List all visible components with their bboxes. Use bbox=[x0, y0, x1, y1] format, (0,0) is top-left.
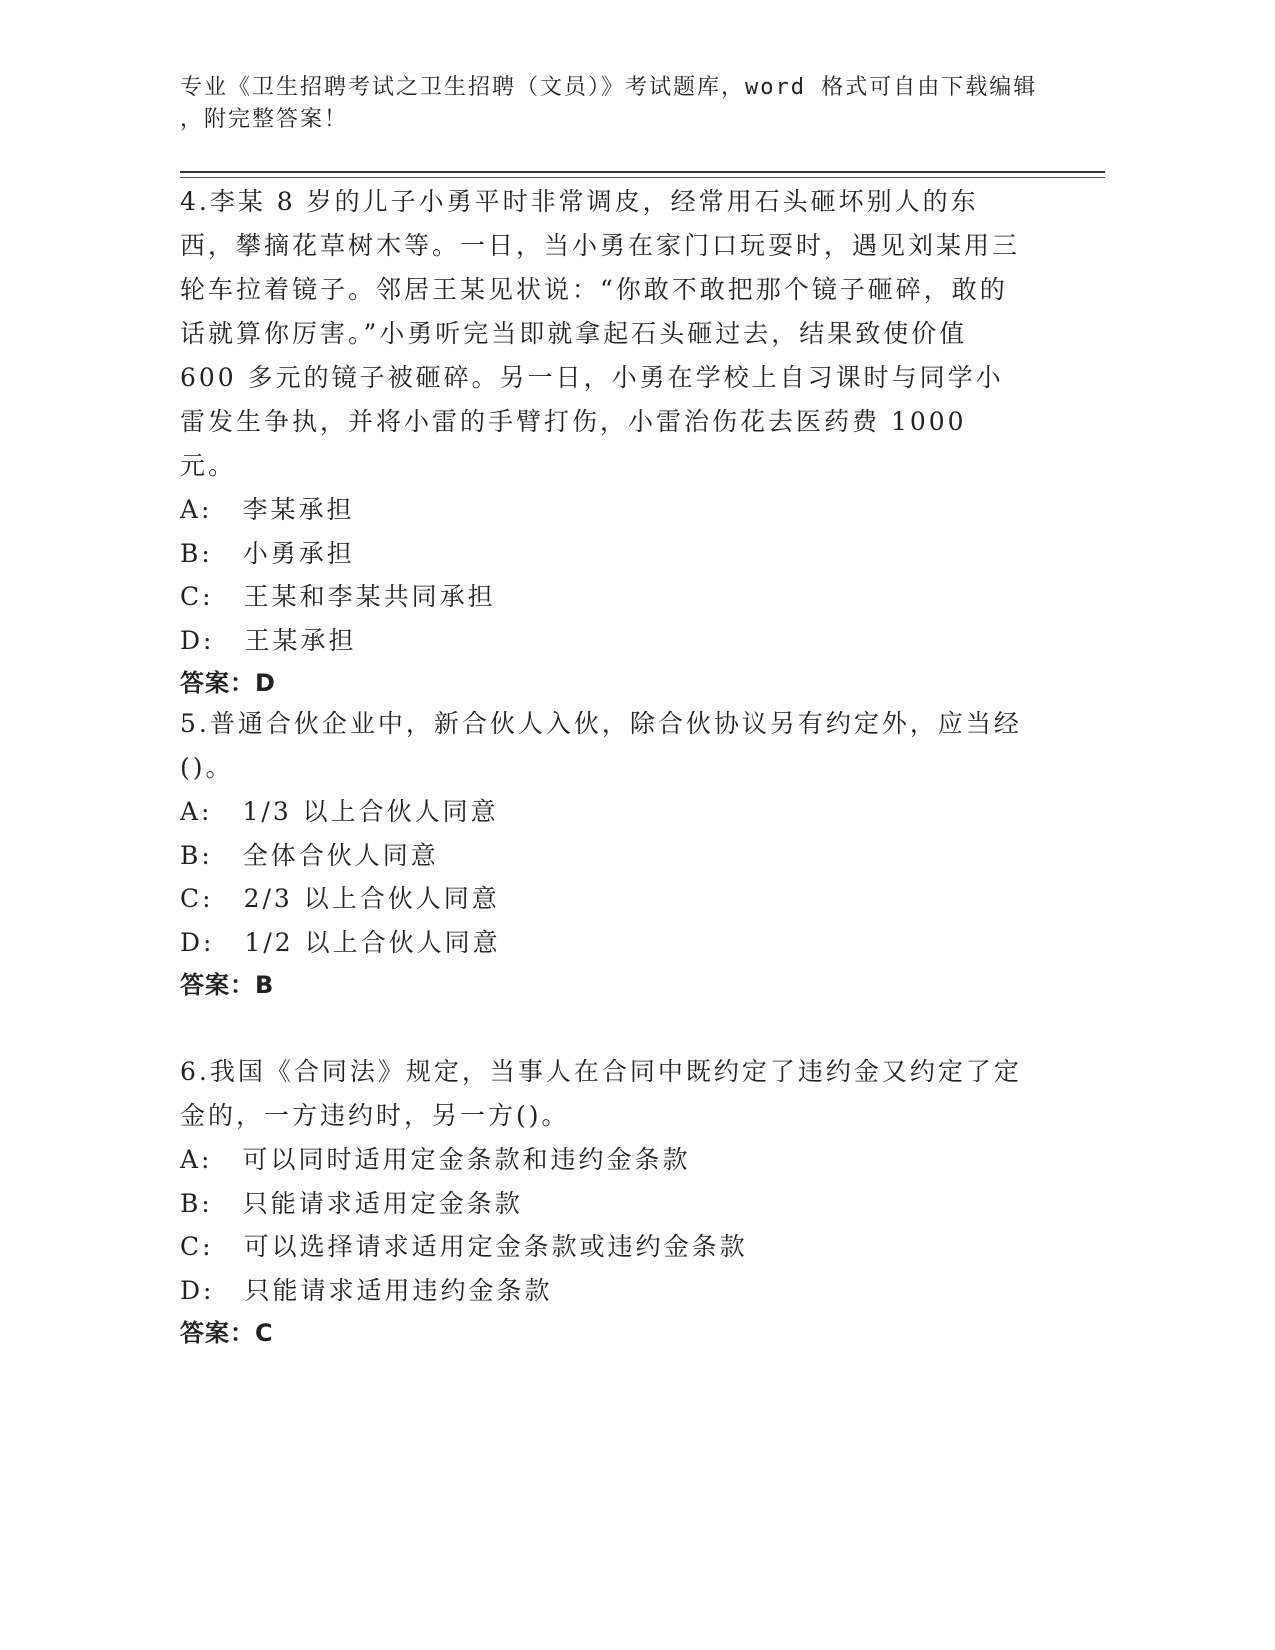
option-b: B: 小勇承担 bbox=[180, 538, 355, 568]
option-d: D: 1/2 以上合伙人同意 bbox=[180, 927, 501, 957]
question-5 bbox=[180, 702, 1030, 1008]
option-b: B: 只能请求适用定金条款 bbox=[180, 1188, 523, 1218]
option-d: D: 王某承担 bbox=[180, 625, 357, 655]
question-6 bbox=[180, 1050, 1030, 1356]
option-text: 王某和李某共同承担 bbox=[243, 582, 496, 611]
header-divider-thick bbox=[180, 171, 1105, 173]
option-text: 李某承担 bbox=[242, 495, 355, 524]
option-text: 可以同时适用定金条款和违约金条款 bbox=[242, 1145, 691, 1174]
question-stem: 4.李某 8 岁的儿子小勇平时非常调皮，经常用石头砸坏别人的东西，攀摘花草树木等。一日，当小勇在家门口玩耍时，遇见刘某用三轮车拉着镜子。邻居王某见状说：“你敢不敢把那个镜子砸碎，敢的话就算你厉害。”小勇听完当即就拿起石头砸过去，结果致使价值 600 多元的镜子被砸碎。另一日，小勇在学校上自习课时与同学小雷发生争执，并将小雷的手臂打伤，小雷治伤花去医药费 1000 元。 bbox=[180, 187, 1021, 480]
option-a: A: 可以同时适用定金条款和违约金条款 bbox=[180, 1145, 691, 1174]
option-c: C: 2/3 以上合伙人同意 bbox=[180, 884, 500, 913]
header-divider-thin bbox=[180, 177, 1105, 178]
option-text: 可以选择请求适用定金条款或违约金条款 bbox=[243, 1232, 748, 1261]
option-text: 2/3 以上合伙人同意 bbox=[243, 884, 500, 913]
option-a: A: 1/3 以上合伙人同意 bbox=[180, 797, 499, 826]
option-text: 只能请求适用定金条款 bbox=[242, 1188, 523, 1218]
question-stem: 5.普通合伙企业中，新合伙人入伙，除合伙协议另有约定外，应当经()。 bbox=[180, 709, 1022, 782]
header-line-1: 专业《卫生招聘考试之卫生招聘（文员）》考试题库，word 格式可自由下载编辑 bbox=[180, 75, 1038, 100]
question-4 bbox=[180, 180, 1030, 706]
answer-label: 答案：D bbox=[180, 669, 276, 697]
question-stem: 6.我国《合同法》规定，当事人在合同中既约定了违约金又约定了定金的，一方违约时，另一方()。 bbox=[180, 1057, 1022, 1130]
option-a: A: 李某承担 bbox=[180, 495, 355, 524]
answer-label: 答案：C bbox=[180, 1319, 274, 1347]
option-text: 王某承担 bbox=[244, 625, 357, 655]
option-text: 小勇承担 bbox=[242, 538, 355, 568]
option-text: 只能请求适用违约金条款 bbox=[244, 1275, 553, 1305]
option-c: C: 可以选择请求适用定金条款或违约金条款 bbox=[180, 1232, 748, 1261]
header-line-2: ，附完整答案！ bbox=[180, 107, 349, 132]
option-text: 1/2 以上合伙人同意 bbox=[244, 927, 501, 957]
option-b: B: 全体合伙人同意 bbox=[180, 840, 439, 870]
option-text: 1/3 以上合伙人同意 bbox=[242, 797, 499, 826]
option-d: D: 只能请求适用违约金条款 bbox=[180, 1275, 553, 1305]
document-header bbox=[180, 72, 1040, 136]
option-text: 全体合伙人同意 bbox=[242, 840, 439, 870]
option-c: C: 王某和李某共同承担 bbox=[180, 582, 496, 611]
answer-label: 答案：B bbox=[180, 971, 275, 999]
